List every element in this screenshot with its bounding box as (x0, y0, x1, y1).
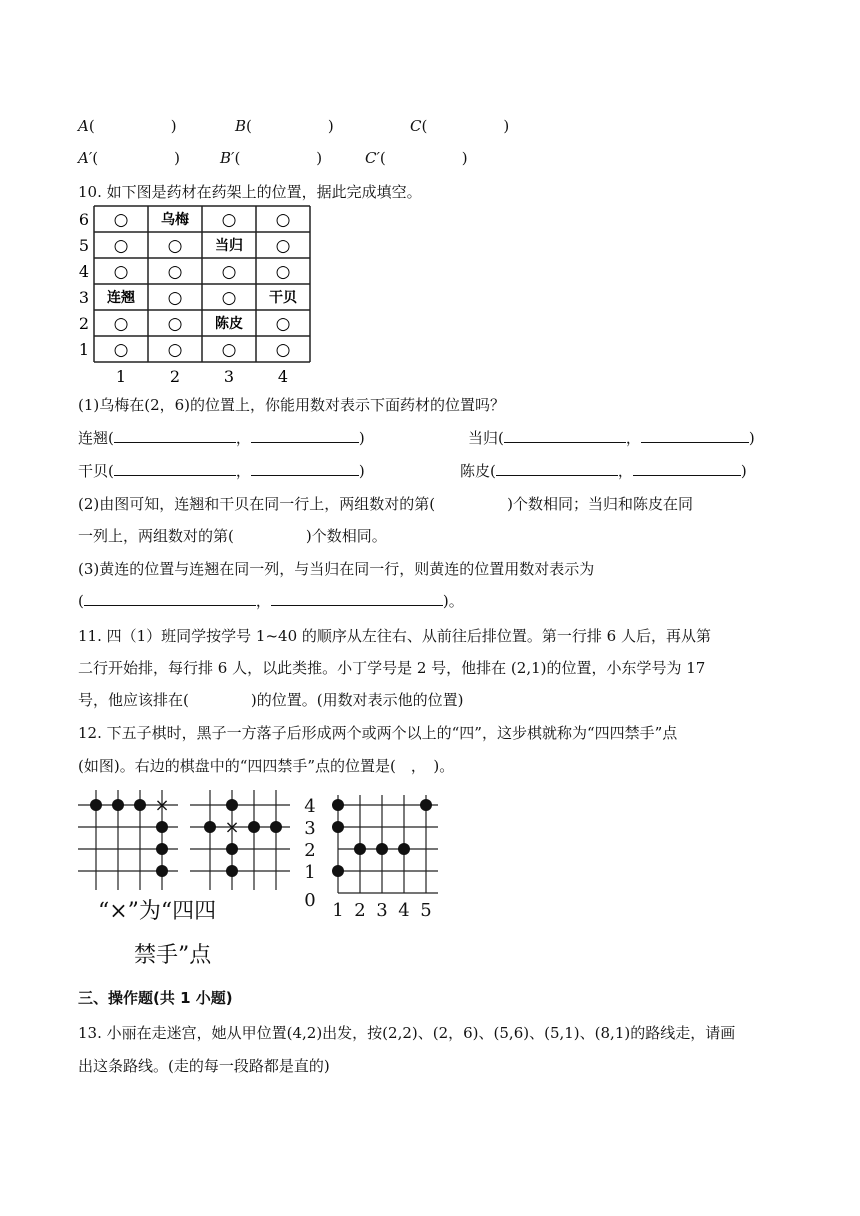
empty-slot: ○ (113, 262, 129, 282)
y-tick: 2 (304, 840, 316, 861)
empty-slot: ○ (113, 236, 129, 256)
q12-line1: 12. 下五子棋时，黑子一方落子后形成两个或两个以上的“四”，这步棋就称为“四四禁手”点 (78, 724, 678, 742)
empty-slot: ○ (221, 288, 237, 308)
gomoku-example-right (190, 790, 290, 900)
y-tick: 4 (304, 796, 316, 817)
label-c: C (410, 117, 422, 135)
answer-ganbei (78, 461, 365, 481)
empty-slot: ○ (275, 314, 291, 334)
paren-close: ) (461, 149, 468, 167)
q11-text-a: 号，他应该排在( (78, 691, 189, 709)
paren-close: ) (358, 429, 365, 447)
x-tick: 5 (420, 900, 432, 920)
blank-field[interactable] (84, 591, 256, 606)
paren-close: ) (170, 117, 177, 135)
empty-slot: ○ (221, 210, 237, 230)
q11-text-b: )的位置。(用数对表示他的位置) (250, 691, 464, 709)
q13-line2: 出这条路线。(走的每一段路都是直的) (78, 1057, 330, 1075)
q12-line2: (如图)。右边的棋盘中的“四四禁手”点的位置是( ， )。 (78, 757, 455, 775)
column-label: 3 (223, 367, 235, 384)
row-label: 1 (78, 340, 90, 359)
paren-open: ( (234, 149, 241, 167)
medicine-label: 连翘 (107, 290, 135, 306)
comma: ， (235, 429, 251, 447)
paren-close: ) (503, 117, 510, 135)
label-b-prime: B′ (220, 149, 235, 167)
column-label: 2 (169, 367, 181, 384)
blank-field[interactable] (251, 461, 359, 476)
q10-part2-line2 (78, 526, 387, 546)
empty-slot: ○ (275, 340, 291, 360)
q11-line3 (78, 690, 463, 710)
column-label: 4 (277, 367, 289, 384)
empty-slot: ○ (275, 262, 291, 282)
empty-slot: ○ (113, 210, 129, 230)
paren-close: ) (174, 149, 180, 167)
q10-part3-end: )。 (442, 592, 464, 610)
blank-field[interactable] (114, 428, 236, 443)
empty-slot: ○ (221, 262, 237, 282)
coord-c-prime (365, 148, 468, 168)
blank-field[interactable] (271, 591, 443, 606)
ganbei-label: 干贝( (78, 462, 114, 480)
paren-open: ( (92, 149, 99, 167)
blank-field[interactable] (251, 428, 359, 443)
gomoku-board-question (300, 790, 440, 920)
medicine-label: 干贝 (269, 290, 297, 306)
danggui-label: 当归( (468, 429, 504, 447)
blank-field[interactable] (504, 428, 626, 443)
column-label: 1 (115, 367, 127, 384)
empty-slot: ○ (167, 340, 183, 360)
empty-slot: ○ (113, 314, 129, 334)
q11-line2: 二行开始排，每行排 6 人，以此类推。小丁学号是 2 号，他排在 (2,1)的位置，小东学号为 17 (78, 659, 706, 677)
section-heading: 三、操作题(共 1 小题) (78, 989, 233, 1007)
label-a-prime: A′ (78, 149, 93, 167)
paren-close: ) (316, 149, 323, 167)
coord-c (410, 116, 509, 136)
comma: ， (235, 462, 251, 480)
q13-line1: 13. 小丽在走迷宫，她从甲位置(4,2)出发，按(2,2)、(2，6)、(5,6)、(5,1)、(8,1)的路线走，请画 (78, 1024, 736, 1042)
medicine-label: 乌梅 (161, 212, 189, 228)
label-c-prime: C′ (365, 149, 380, 167)
answer-chenpi (460, 461, 747, 481)
empty-slot: ○ (167, 314, 183, 334)
paren-open: ( (88, 117, 95, 135)
chenpi-label: 陈皮( (460, 462, 496, 480)
forbidden-point-cross: × (224, 817, 240, 838)
q10-part1: (1)乌梅在(2，6)的位置上，你能用数对表示下面药材的位置吗？ (78, 396, 506, 414)
paren-open: ( (421, 117, 428, 135)
paren-close: ) (748, 429, 755, 447)
medicine-label: 当归 (215, 238, 243, 254)
label-a: A (78, 117, 89, 135)
q10-part3: (3)黄连的位置与连翘在同一列，与当归在同一行，则黄连的位置用数对表示为 (78, 560, 595, 578)
row-label: 6 (78, 210, 90, 229)
x-tick: 3 (376, 900, 388, 920)
q11-line1: 11. 四（1）班同学按学号 1~40 的顺序从左往右、从前往后排位置。第一行排 6 人后，再从第 (78, 627, 711, 645)
q10-part2-text-c: 一列上，两组数对的第( (78, 527, 234, 545)
medicine-rack-grid (76, 204, 316, 384)
row-label: 5 (78, 236, 90, 255)
x-tick: 1 (332, 900, 344, 920)
label-b: B (235, 117, 247, 135)
figure-caption-line1: “×”为“四四 (98, 899, 217, 924)
empty-slot: ○ (167, 236, 183, 256)
empty-slot: ○ (167, 262, 183, 282)
q10-part2-text-a: (2)由图可知，连翘和干贝在同一行上，两组数对的第( (78, 495, 436, 513)
lianqiao-label: 连翘( (78, 429, 114, 447)
paren-open: ( (379, 149, 386, 167)
answer-lianqiao (78, 428, 365, 448)
blank-field[interactable] (641, 428, 749, 443)
medicine-label: 陈皮 (215, 316, 243, 332)
empty-slot: ○ (275, 210, 291, 230)
empty-slot: ○ (275, 236, 291, 256)
paren-close: ) (327, 117, 334, 135)
answer-huanglian (78, 591, 464, 611)
figure-caption-line2: 禁手”点 (134, 943, 212, 968)
empty-slot: ○ (113, 340, 129, 360)
q10-part2-line1 (78, 494, 693, 514)
comma: ， (617, 462, 633, 480)
row-label: 3 (78, 288, 90, 307)
empty-slot: ○ (167, 288, 183, 308)
q10-title: 10. 如下图是药材在药架上的位置，据此完成填空。 (78, 183, 422, 201)
gomoku-example-left (78, 790, 178, 900)
comma: ， (625, 429, 641, 447)
row-label: 4 (78, 262, 90, 281)
x-tick: 4 (398, 900, 410, 920)
blank-field[interactable] (496, 461, 618, 476)
empty-slot: ○ (221, 340, 237, 360)
q10-part2-text-d: )个数相同。 (305, 527, 387, 545)
comma: ， (255, 592, 271, 610)
paren-open: ( (78, 592, 84, 610)
paren-close: ) (740, 462, 747, 480)
blank-field[interactable] (114, 461, 236, 476)
y-tick: 0 (304, 890, 316, 911)
y-tick: 1 (304, 862, 316, 883)
coord-b-prime (220, 148, 322, 168)
row-label: 2 (78, 314, 90, 333)
forbidden-point-cross: × (154, 795, 170, 816)
coord-row-1 (78, 116, 177, 136)
q10-part2-text-b: )个数相同；当归和陈皮在同 (507, 495, 693, 513)
blank-field[interactable] (633, 461, 741, 476)
answer-danggui (468, 428, 755, 448)
coord-a-prime (78, 148, 180, 168)
y-tick: 3 (304, 818, 316, 839)
x-tick: 2 (354, 900, 366, 920)
paren-open: ( (246, 117, 252, 135)
coord-b (235, 116, 334, 136)
paren-close: ) (358, 462, 365, 480)
